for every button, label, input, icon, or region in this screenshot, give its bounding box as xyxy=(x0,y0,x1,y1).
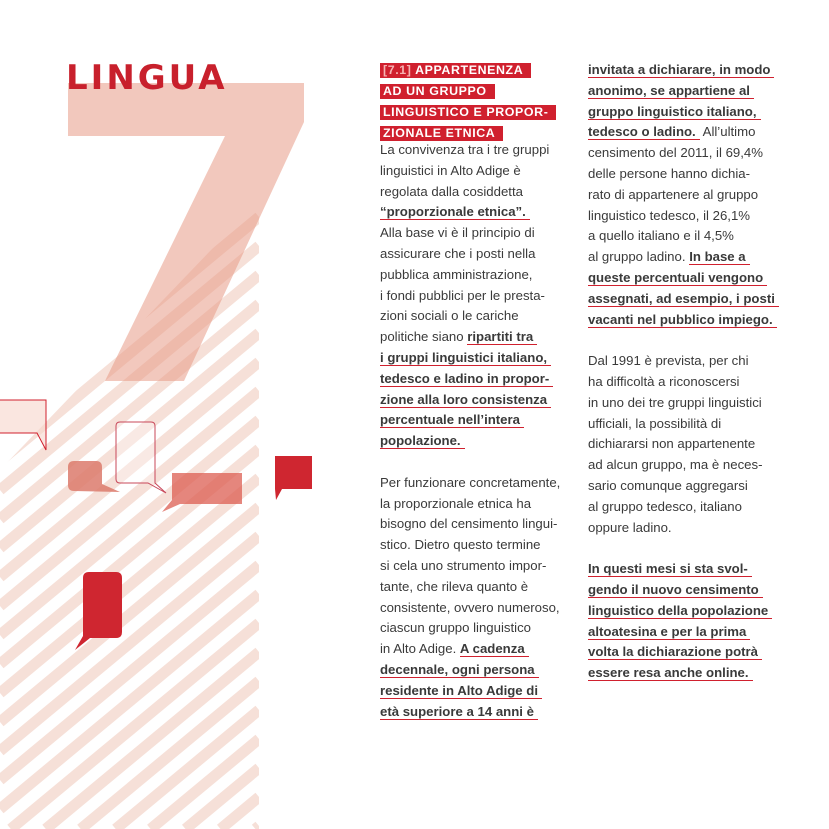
text-line xyxy=(588,497,793,518)
body-text: regolata dalla cosiddetta xyxy=(380,183,523,199)
text-line xyxy=(588,559,793,580)
chapter-number-seven xyxy=(68,83,304,381)
text-line xyxy=(380,556,585,577)
body-text: al gruppo ladino. xyxy=(588,249,690,265)
highlighted-text: anonimo, se appartiene al xyxy=(588,83,754,99)
stripe xyxy=(0,0,66,55)
body-text: Dal 1991 è prevista, per chi xyxy=(588,353,749,369)
text-line xyxy=(380,244,585,265)
text-line xyxy=(588,434,793,455)
highlighted-text: volta la dichiarazione potrà xyxy=(588,644,762,660)
body-text: delle persone hanno dichia- xyxy=(588,165,751,181)
body-text: rato di appartenere al gruppo xyxy=(588,186,759,202)
text-line xyxy=(588,622,793,643)
body-text: a quello italiano e il 4,5% xyxy=(588,228,734,244)
paragraph xyxy=(588,60,793,330)
text-line xyxy=(380,514,585,535)
body-text: oppure ladino. xyxy=(588,519,672,535)
text-column-left xyxy=(380,60,585,722)
section-heading-line: AD UN GRUPPO xyxy=(380,84,495,99)
text-line xyxy=(588,580,793,601)
text-line xyxy=(588,414,793,435)
section-number: [7.1] xyxy=(383,63,412,77)
speech-bubble-red-right-icon xyxy=(275,456,312,500)
speech-bubble-outline-left-icon xyxy=(0,400,46,450)
stripe xyxy=(0,0,31,26)
body-text: bisogno del censimento lingui- xyxy=(380,516,558,532)
body-text: ha difficoltà a riconoscersi xyxy=(588,373,740,389)
text-line xyxy=(588,143,793,164)
text-line xyxy=(588,206,793,227)
highlighted-text: linguistico della popolazione xyxy=(588,603,772,619)
body-text: ad alcun gruppo, ma è neces- xyxy=(588,457,763,473)
highlighted-text: residente in Alto Adige di xyxy=(380,683,542,699)
highlighted-text: vacanti nel pubblico impiego. xyxy=(588,312,777,328)
text-line xyxy=(380,223,585,244)
text-line xyxy=(380,681,585,702)
highlighted-text: assegnati, ad esempio, i posti xyxy=(588,291,779,307)
text-line xyxy=(380,390,585,411)
body-text: assicurare che i posti nella xyxy=(380,245,536,261)
text-line xyxy=(588,81,793,102)
body-text: La convivenza tra i tre gruppi xyxy=(380,142,550,157)
text-line xyxy=(588,372,793,393)
text-line xyxy=(380,265,585,286)
text-line xyxy=(380,639,585,660)
text-line xyxy=(588,476,793,497)
body-text: in uno dei tre gruppi linguistici xyxy=(588,394,762,410)
highlighted-text: tedesco o ladino. xyxy=(588,124,700,140)
body-text: linguistici in Alto Adige è xyxy=(380,162,521,178)
highlighted-text: gruppo linguistico italiano, xyxy=(588,104,761,120)
text-line xyxy=(380,161,585,182)
highlighted-text: zione alla loro consistenza xyxy=(380,392,551,408)
speech-bubble-icons xyxy=(0,400,312,650)
highlighted-text: ripartiti tra xyxy=(467,329,537,345)
body-text: All’ultimo xyxy=(699,124,756,140)
highlighted-text: i gruppi linguistici italiano, xyxy=(380,350,551,366)
section-heading xyxy=(380,60,585,144)
text-column-right xyxy=(588,60,793,684)
body-text: sario comunque aggregarsi xyxy=(588,477,748,493)
highlighted-text: gendo il nuovo censimento xyxy=(588,582,763,598)
speech-bubble-outline-middle-icon xyxy=(116,422,166,493)
paragraph xyxy=(380,140,585,452)
text-line xyxy=(588,289,793,310)
text-line xyxy=(588,455,793,476)
body-text: zioni sociali o le cariche xyxy=(380,308,519,324)
highlighted-text: decennale, ogni persona xyxy=(380,662,539,678)
text-line xyxy=(588,601,793,622)
highlighted-text: invitata a dichiarare, in modo xyxy=(588,62,774,78)
text-line xyxy=(380,202,585,223)
body-text: tante, che rileva quanto è xyxy=(380,578,529,594)
highlighted-text: In questi mesi si sta svol- xyxy=(588,561,752,577)
paragraph xyxy=(588,351,793,538)
highlighted-text: altoatesina e per la prima xyxy=(588,624,750,640)
body-text: consistente, ovvero numeroso, xyxy=(380,599,560,615)
section-heading-line: LINGUISTICO E PROPOR- xyxy=(380,105,556,120)
section-heading-line: ZIONALE ETNICA xyxy=(380,126,503,141)
highlighted-text: percentuale nell’intera xyxy=(380,412,524,428)
text-line xyxy=(588,393,793,414)
highlighted-text: essere resa anche online. xyxy=(588,665,753,681)
highlighted-text: In base a xyxy=(689,249,749,265)
body-text: dichiararsi non appartenente xyxy=(588,436,756,452)
section-heading-line: APPARTENENZA xyxy=(415,63,524,77)
text-line xyxy=(588,310,793,331)
text-line xyxy=(380,473,585,494)
body-text: si cela uno strumento impor- xyxy=(380,557,547,573)
text-line xyxy=(380,286,585,307)
text-line xyxy=(380,410,585,431)
body-text: ciascun gruppo linguistico xyxy=(380,620,532,636)
text-line xyxy=(588,268,793,289)
text-line xyxy=(588,226,793,247)
text-line xyxy=(588,351,793,372)
body-text: politiche siano xyxy=(380,329,468,345)
body-text: in Alto Adige. xyxy=(380,641,460,657)
text-line xyxy=(380,369,585,390)
highlighted-text: tedesco e ladino in propor- xyxy=(380,371,553,387)
text-line xyxy=(588,102,793,123)
chapter-title: LINGUA xyxy=(66,58,228,98)
body-text: linguistico tedesco, il 26,1% xyxy=(588,207,751,223)
text-line xyxy=(588,518,793,539)
text-line xyxy=(588,247,793,268)
highlighted-text: età superiore a 14 anni è xyxy=(380,704,538,720)
text-line xyxy=(380,535,585,556)
stripe xyxy=(186,768,260,829)
body-text: al gruppo tedesco, italiano xyxy=(588,498,742,514)
highlighted-text: popolazione. xyxy=(380,433,465,449)
body-text: ufficiali, la possibilità di xyxy=(588,415,722,431)
body-text: la proporzionale etnica ha xyxy=(380,495,532,511)
text-line xyxy=(380,327,585,348)
highlighted-text: “proporzionale etnica”. xyxy=(380,204,530,220)
highlighted-text: A cadenza xyxy=(460,641,529,657)
paragraph xyxy=(380,473,585,723)
text-line xyxy=(380,306,585,327)
body-text: i fondi pubblici per le presta- xyxy=(380,287,545,303)
text-line xyxy=(380,660,585,681)
text-line xyxy=(588,164,793,185)
text-line xyxy=(380,182,585,203)
text-line xyxy=(588,642,793,663)
body-text: Alla base vi è il principio di xyxy=(380,225,535,241)
body-text: censimento del 2011, il 69,4% xyxy=(588,145,763,161)
text-line xyxy=(380,598,585,619)
body-text: pubblica amministrazione, xyxy=(380,266,533,282)
body-text: Per funzionare concretamente, xyxy=(380,474,561,490)
text-line xyxy=(380,431,585,452)
text-line xyxy=(588,663,793,684)
text-line xyxy=(588,122,793,143)
text-line xyxy=(380,140,585,161)
text-line xyxy=(380,618,585,639)
text-line xyxy=(380,494,585,515)
body-text: stico. Dietro questo termine xyxy=(380,537,541,553)
text-line xyxy=(380,348,585,369)
text-line xyxy=(588,60,793,81)
text-line xyxy=(588,185,793,206)
text-line xyxy=(380,577,585,598)
highlighted-text: queste percentuali vengono xyxy=(588,270,767,286)
text-line xyxy=(380,702,585,723)
paragraph xyxy=(588,559,793,684)
